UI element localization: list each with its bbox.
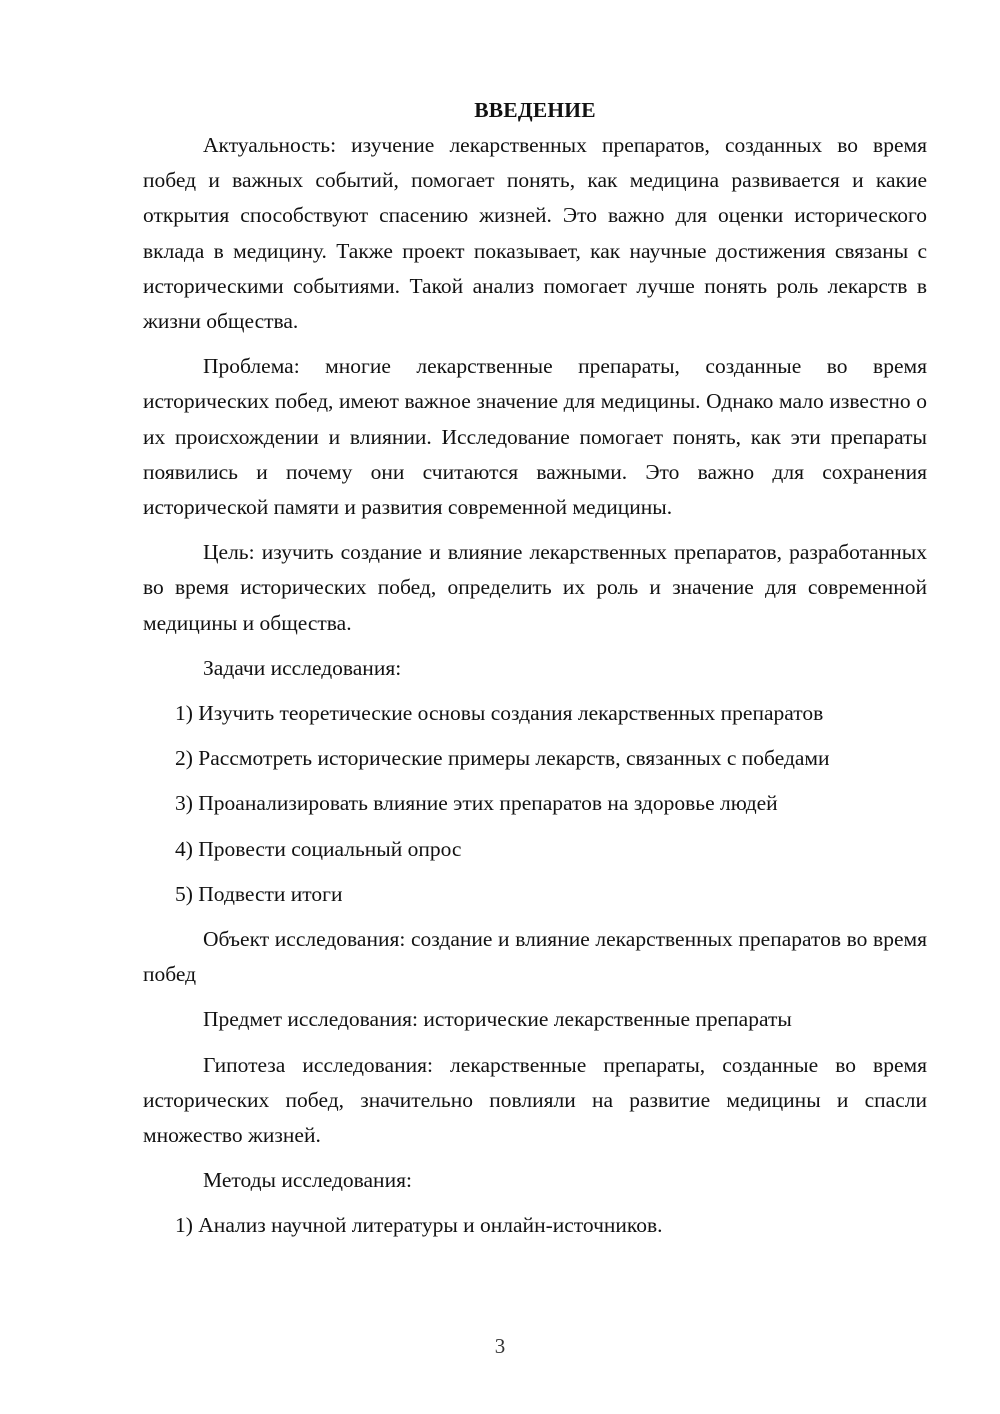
tasks-heading: Задачи исследования: xyxy=(203,655,402,680)
goal-paragraph: Цель: изучить создание и влияние лекарственных препаратов, разработанных во время исторических побед, определить их роль и значение для современной медицины и общества. xyxy=(143,540,927,635)
page-number: 3 xyxy=(494,1334,506,1358)
problem-paragraph: Проблема: многие лекарственные препараты, созданные во время исторических побед, имеют важное значение для медицины. Однако мало известно о их происхождении и влиянии. Исследование помогает понять, как эти препараты появились и почему они считаются важными. Это важно для сохранения исторической памяти и развития современной медицины. xyxy=(143,354,927,520)
section-title: ВВЕДЕНИЕ xyxy=(474,98,596,122)
subject-paragraph: Предмет исследования: исторические лекарственные препараты xyxy=(203,1007,792,1032)
hypothesis-paragraph: Гипотеза исследования: лекарственные препараты, созданные во время исторических побед, значительно повлияли на развитие медицины и спасли множество жизней. xyxy=(143,1052,927,1148)
methods-heading: Методы исследования: xyxy=(203,1168,412,1193)
task-item-1: 1) Изучить теоретические основы создания лекарственных препаратов xyxy=(175,701,824,726)
task-item-2: 2) Рассмотреть исторические примеры лекарств, связанных с победами xyxy=(175,746,830,771)
method-item-1: 1) Анализ научной литературы и онлайн-источников. xyxy=(175,1213,663,1238)
relevance-paragraph: Актуальность: изучение лекарственных препаратов, созданных во время побед и важных событий, помогает понять, как медицина развивается и какие открытия способствуют спасению жизней. Это важно для оценки исторического вклада в медицину. Также проект показывает, как научные достижения связаны с историческими событиями. Такой анализ помогает лучше понять роль лекарств в жизни общества. xyxy=(143,133,927,334)
task-item-3: 3) Проанализировать влияние этих препаратов на здоровье людей xyxy=(175,791,778,816)
page-content xyxy=(143,93,927,1244)
task-item-5: 5) Подвести итоги xyxy=(175,881,343,906)
task-item-4: 4) Провести социальный опрос xyxy=(175,836,462,861)
object-paragraph: Объект исследования: создание и влияние лекарственных препаратов во время побед xyxy=(143,927,927,987)
